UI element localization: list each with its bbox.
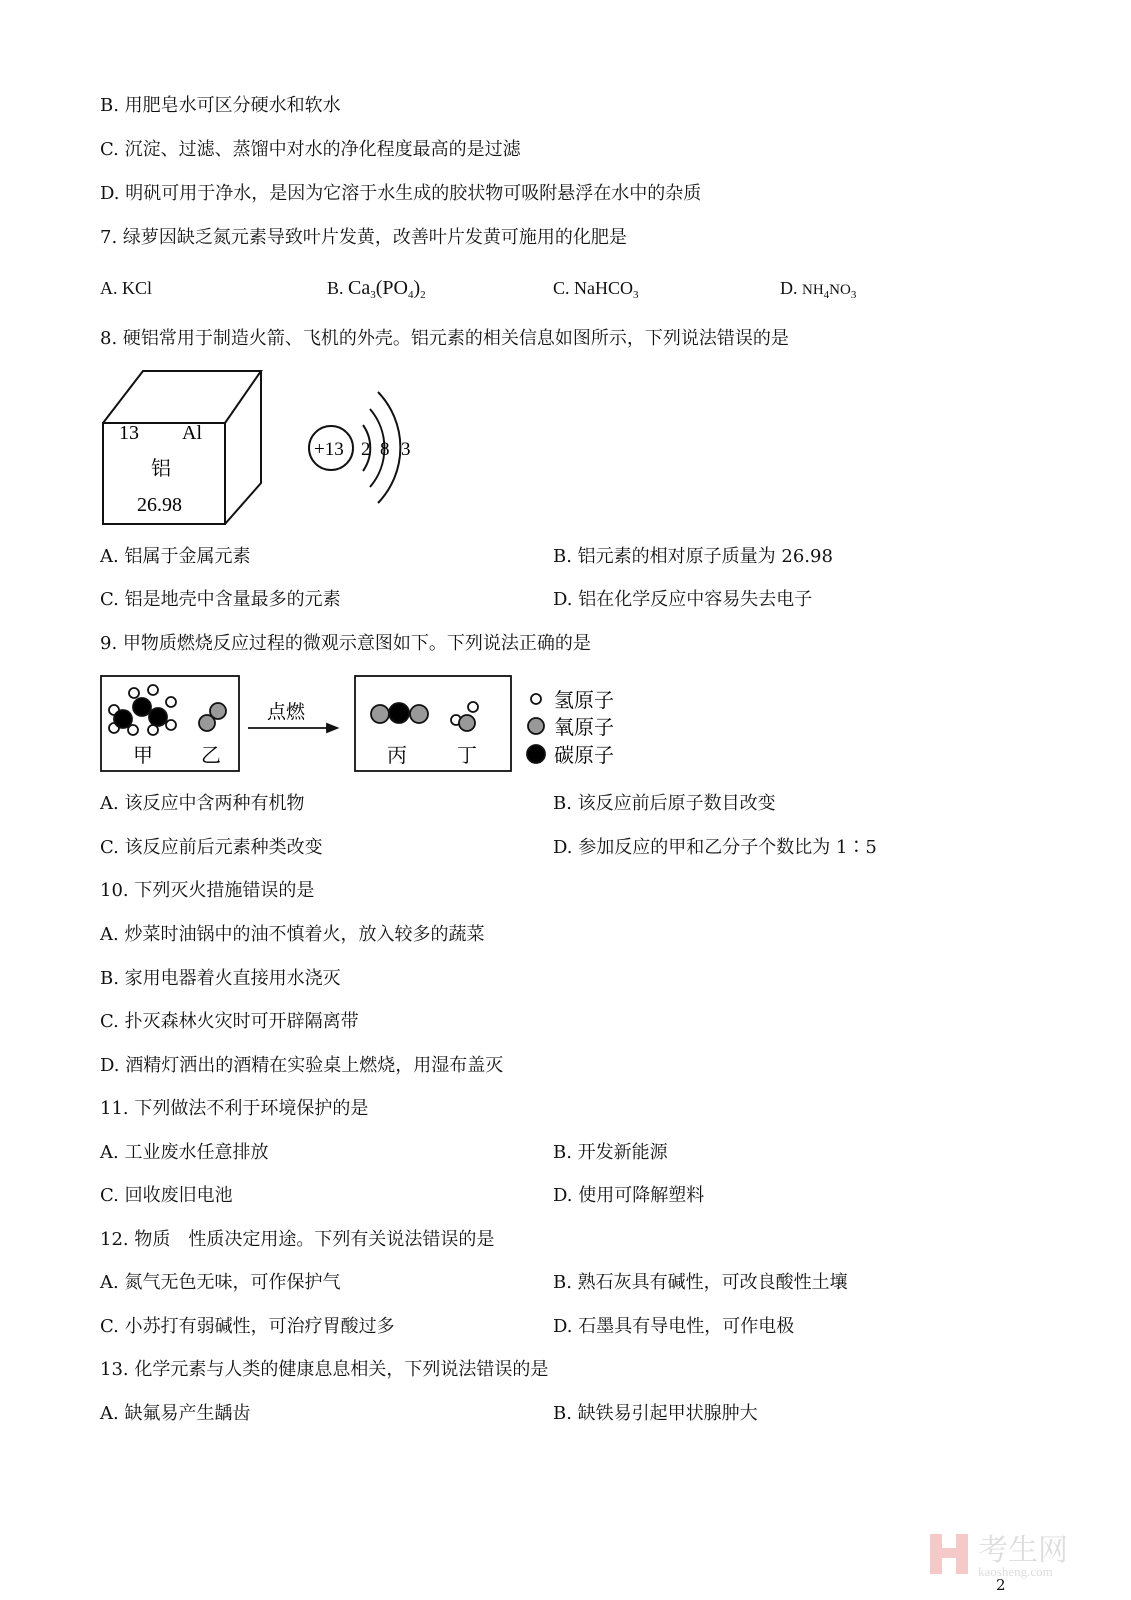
q11-stem: 11. 下列做法不利于环境保护的是 [100,1098,369,1119]
q8-stem: 8. 硬铝常用于制造火箭、飞机的外壳。铝元素的相关信息如图所示，下列说法错误的是 [100,328,789,349]
element-symbol: Al [182,422,202,444]
q13-option-a: A. 缺氟易产生龋齿 [100,1403,251,1424]
label-ding: 丁 [457,745,477,767]
q10-option-c: C. 扑灭森林火灾时可开辟隔离带 [100,1011,359,1032]
page-number: 2 [996,1576,1006,1594]
nucleus-charge: +13 [314,439,344,460]
q9-option-c: C. 该反应前后元素种类改变 [100,837,323,858]
label-yi: 乙 [201,745,221,767]
q6-option-d: D. 明矾可用于净水，是因为它溶于水生成的胶状物可吸附悬浮在水中的杂质 [100,183,702,204]
q11-option-b: B. 开发新能源 [553,1142,668,1163]
atomic-mass: 26.98 [137,494,182,516]
q7-option-c: C. NaHCO$_3$ [553,278,639,301]
q9-option-b: B. 该反应前后原子数目改变 [553,793,776,814]
q7-option-b: B. $Ca_3(PO_4)_2$ [327,277,426,301]
q8-option-c: C. 铝是地壳中含量最多的元素 [100,589,341,610]
q10-option-d: D. 酒精灯洒出的酒精在实验桌上燃烧，用湿布盖灭 [100,1055,504,1076]
q12-option-a: A. 氮气无色无味，可作保护气 [100,1272,341,1293]
q11-option-d: D. 使用可降解塑料 [553,1185,705,1206]
q12-stem: 12. 物质 性质决定用途。下列有关说法错误的是 [100,1229,495,1250]
element-name: 铝 [151,458,171,480]
q6-option-c: C. 沉淀、过滤、蒸馏中对水的净化程度最高的是过滤 [100,139,521,160]
q11-option-a: A. 工业废水任意排放 [100,1142,269,1163]
q10-option-a: A. 炒菜时油锅中的油不慎着火，放入较多的蔬菜 [100,924,485,945]
q8-option-b: B. 铝元素的相对原子质量为 26.98 [553,546,833,567]
label-jia: 甲 [133,745,153,767]
q9-stem: 9. 甲物质燃烧反应过程的微观示意图如下。下列说法正确的是 [100,633,591,654]
q8-option-a: A. 铝属于金属元素 [100,546,251,567]
q13-option-b: B. 缺铁易引起甲状腺肿大 [553,1403,758,1424]
legend-oxygen: 氧原子 [554,717,614,739]
shell-1: 2 [361,439,371,460]
q11-option-c: C. 回收废旧电池 [100,1185,233,1206]
q8-option-d: D. 铝在化学反应中容易失去电子 [553,589,813,610]
aluminum-element-figure [95,365,435,530]
q12-option-b: B. 熟石灰具有碱性，可改良酸性土壤 [553,1272,848,1293]
svg-text:考生网: 考生网 [978,1534,1068,1567]
q10-stem: 10. 下列灭火措施错误的是 [100,880,315,901]
q12-option-c: C. 小苏打有弱碱性，可治疗胃酸过多 [100,1316,395,1337]
watermark-logo-icon [930,1530,1090,1580]
reaction-condition: 点燃 [267,702,306,723]
q9-option-d: D. 参加反应的甲和乙分子个数比为 1∶5 [553,837,877,858]
q13-stem: 13. 化学元素与人类的健康息息相关，下列说法错误的是 [100,1359,549,1380]
kaosheng-watermark [930,1530,1090,1580]
legend-hydrogen: 氢原子 [554,690,614,712]
q12-option-d: D. 石墨具有导电性，可作电极 [553,1316,795,1337]
svg-text:kaosheng.com: kaosheng.com [978,1564,1053,1579]
shell-3: 3 [401,439,411,460]
q9-option-a: A. 该反应中含两种有机物 [100,793,305,814]
atomic-number: 13 [119,422,139,444]
q7-option-d: D. $NH_4NO_3$ [780,278,857,301]
shell-2: 8 [380,439,390,460]
label-bing: 丙 [387,745,407,767]
legend-carbon: 碳原子 [554,745,614,767]
q7-stem: 7. 绿萝因缺乏氮元素导致叶片发黄，改善叶片发黄可施用的化肥是 [100,227,627,248]
q7-option-a: A. KCl [100,278,153,298]
reaction-figure [95,670,635,780]
q10-option-b: B. 家用电器着火直接用水浇灭 [100,968,341,989]
q6-option-b: B. 用肥皂水可区分硬水和软水 [100,95,341,116]
